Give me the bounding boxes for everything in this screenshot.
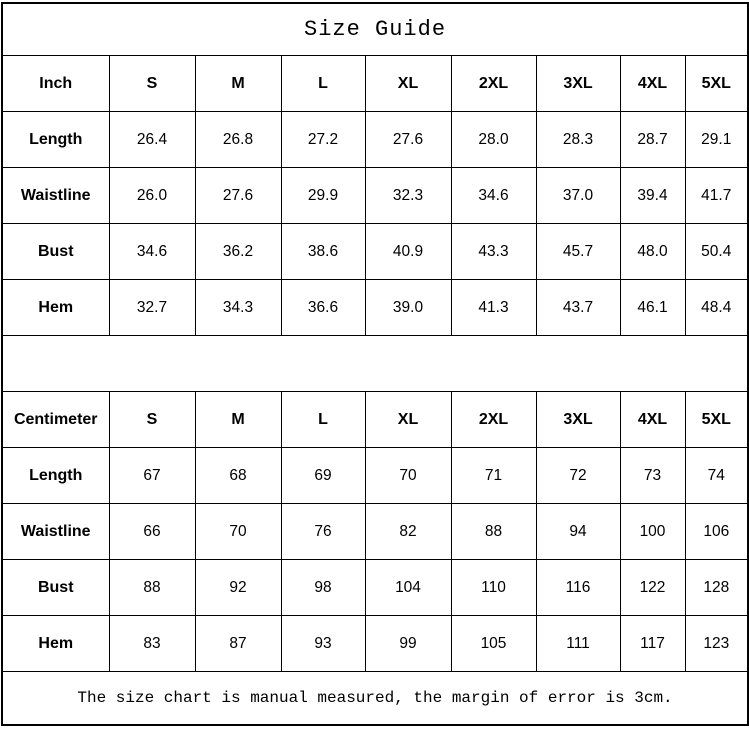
size-value-cell: 27.2 (281, 112, 365, 168)
size-value-cell: 26.0 (109, 168, 195, 224)
size-value-cell: 29.9 (281, 168, 365, 224)
column-header-m: M (195, 56, 281, 112)
row-label-waistline: Waistline (2, 504, 109, 560)
size-value-cell: 37.0 (536, 168, 620, 224)
row-label-bust: Bust (2, 560, 109, 616)
column-header-2xl: 2XL (451, 56, 536, 112)
size-value-cell: 128 (685, 560, 748, 616)
column-header-3xl: 3XL (536, 392, 620, 448)
size-value-cell: 48.4 (685, 280, 748, 336)
size-value-cell: 111 (536, 616, 620, 672)
table-row (2, 112, 748, 168)
size-value-cell: 83 (109, 616, 195, 672)
size-value-cell: 27.6 (365, 112, 451, 168)
table-row (2, 280, 748, 336)
table-row (2, 392, 748, 448)
size-value-cell: 67 (109, 448, 195, 504)
size-value-cell: 40.9 (365, 224, 451, 280)
size-value-cell: 45.7 (536, 224, 620, 280)
size-value-cell: 41.7 (685, 168, 748, 224)
size-value-cell: 76 (281, 504, 365, 560)
table-row (2, 224, 748, 280)
size-value-cell: 46.1 (620, 280, 685, 336)
size-value-cell: 123 (685, 616, 748, 672)
size-value-cell: 117 (620, 616, 685, 672)
page-title: Size Guide (2, 3, 748, 56)
column-header-xl: XL (365, 392, 451, 448)
size-value-cell: 72 (536, 448, 620, 504)
size-value-cell: 36.2 (195, 224, 281, 280)
row-label-hem: Hem (2, 280, 109, 336)
size-value-cell: 48.0 (620, 224, 685, 280)
column-header-l: L (281, 392, 365, 448)
size-value-cell: 41.3 (451, 280, 536, 336)
size-value-cell: 87 (195, 616, 281, 672)
table-row (2, 448, 748, 504)
size-value-cell: 93 (281, 616, 365, 672)
unit-header-inch: Inch (2, 56, 109, 112)
size-value-cell: 122 (620, 560, 685, 616)
size-value-cell: 50.4 (685, 224, 748, 280)
size-value-cell: 36.6 (281, 280, 365, 336)
table-row (2, 504, 748, 560)
size-value-cell: 32.7 (109, 280, 195, 336)
column-header-m: M (195, 392, 281, 448)
table-row (2, 3, 748, 56)
size-value-cell: 94 (536, 504, 620, 560)
size-value-cell: 73 (620, 448, 685, 504)
size-value-cell: 27.6 (195, 168, 281, 224)
size-value-cell: 69 (281, 448, 365, 504)
row-label-bust: Bust (2, 224, 109, 280)
size-value-cell: 104 (365, 560, 451, 616)
size-value-cell: 82 (365, 504, 451, 560)
size-value-cell: 88 (109, 560, 195, 616)
column-header-4xl: 4XL (620, 392, 685, 448)
size-value-cell: 34.3 (195, 280, 281, 336)
table-row (2, 560, 748, 616)
table-row (2, 616, 748, 672)
size-value-cell: 28.3 (536, 112, 620, 168)
spacer-row (2, 336, 748, 392)
spacer-cell (2, 336, 748, 392)
table-row (2, 56, 748, 112)
size-value-cell: 34.6 (109, 224, 195, 280)
column-header-2xl: 2XL (451, 392, 536, 448)
size-value-cell: 28.7 (620, 112, 685, 168)
size-guide-table (1, 2, 749, 726)
column-header-s: S (109, 56, 195, 112)
size-value-cell: 68 (195, 448, 281, 504)
column-header-s: S (109, 392, 195, 448)
size-value-cell: 105 (451, 616, 536, 672)
size-value-cell: 106 (685, 504, 748, 560)
column-header-5xl: 5XL (685, 392, 748, 448)
size-value-cell: 70 (365, 448, 451, 504)
column-header-3xl: 3XL (536, 56, 620, 112)
size-value-cell: 74 (685, 448, 748, 504)
size-value-cell: 98 (281, 560, 365, 616)
size-value-cell: 71 (451, 448, 536, 504)
size-value-cell: 38.6 (281, 224, 365, 280)
column-header-4xl: 4XL (620, 56, 685, 112)
row-label-length: Length (2, 448, 109, 504)
size-value-cell: 99 (365, 616, 451, 672)
size-value-cell: 100 (620, 504, 685, 560)
column-header-l: L (281, 56, 365, 112)
table-row (2, 672, 748, 726)
size-value-cell: 92 (195, 560, 281, 616)
unit-header-centimeter: Centimeter (2, 392, 109, 448)
size-value-cell: 66 (109, 504, 195, 560)
size-value-cell: 29.1 (685, 112, 748, 168)
row-label-waistline: Waistline (2, 168, 109, 224)
table-row (2, 168, 748, 224)
row-label-length: Length (2, 112, 109, 168)
size-value-cell: 116 (536, 560, 620, 616)
size-value-cell: 28.0 (451, 112, 536, 168)
size-value-cell: 32.3 (365, 168, 451, 224)
size-value-cell: 39.0 (365, 280, 451, 336)
size-value-cell: 39.4 (620, 168, 685, 224)
size-value-cell: 110 (451, 560, 536, 616)
size-value-cell: 88 (451, 504, 536, 560)
size-value-cell: 43.7 (536, 280, 620, 336)
size-value-cell: 34.6 (451, 168, 536, 224)
row-label-hem: Hem (2, 616, 109, 672)
size-value-cell: 70 (195, 504, 281, 560)
size-value-cell: 43.3 (451, 224, 536, 280)
footer-note: The size chart is manual measured, the margin of error is 3cm. (2, 672, 748, 726)
size-value-cell: 26.4 (109, 112, 195, 168)
column-header-xl: XL (365, 56, 451, 112)
column-header-5xl: 5XL (685, 56, 748, 112)
size-value-cell: 26.8 (195, 112, 281, 168)
